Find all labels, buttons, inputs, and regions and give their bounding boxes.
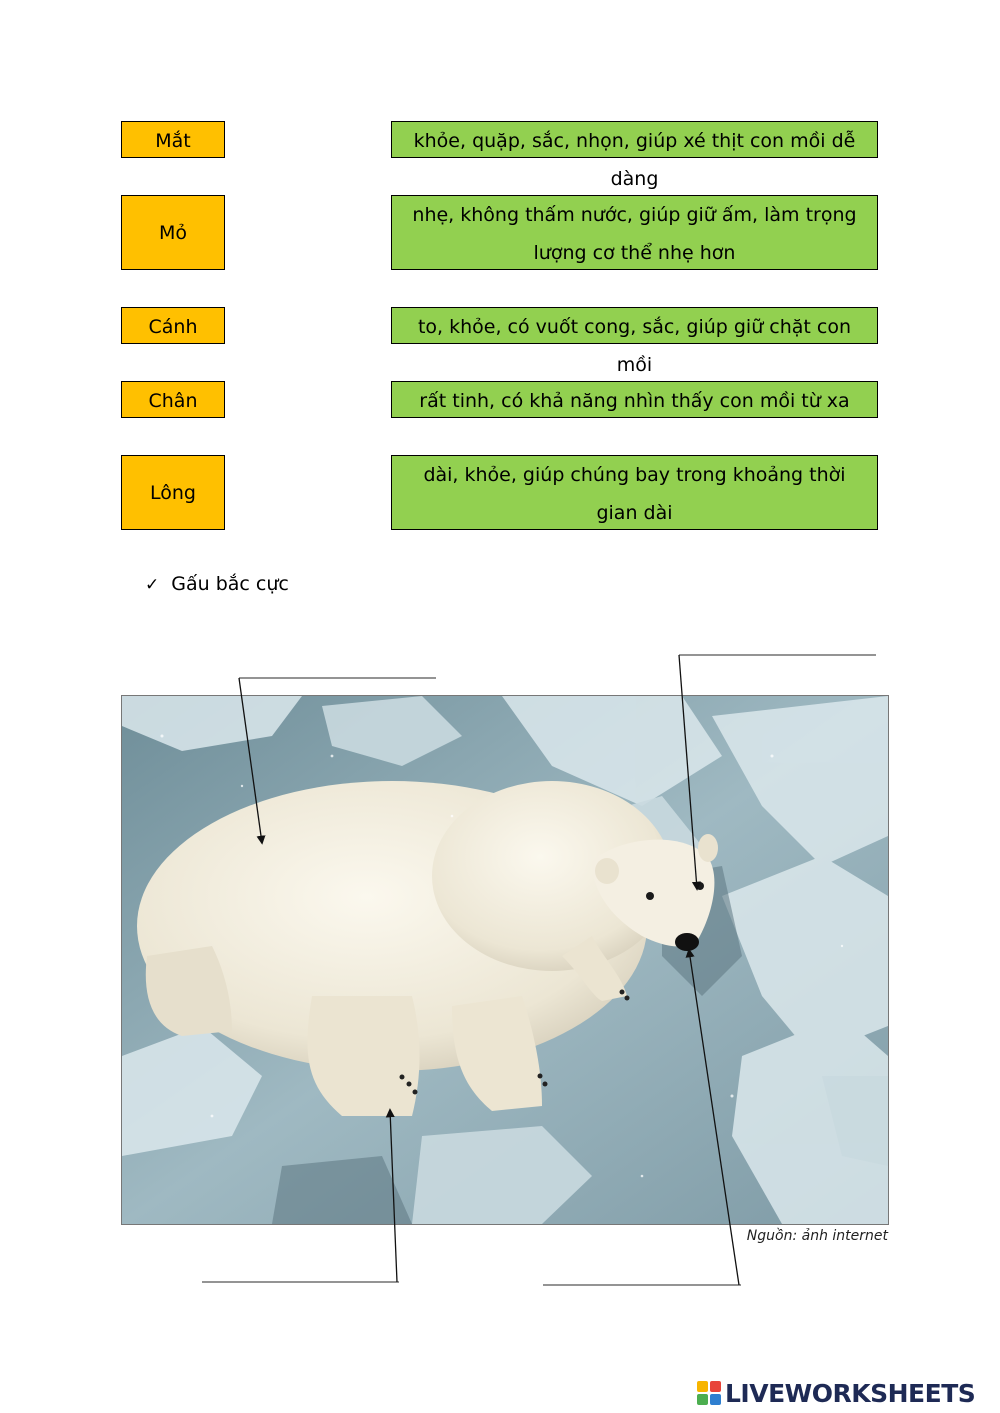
logo-text: LIVEWORKSHEETS: [725, 1378, 976, 1408]
check-mark-icon: ✓: [145, 575, 160, 595]
description-text: nhẹ, không thấm nước, giúp giữ ấm, làm trọng lượng cơ thể nhẹ hơn: [412, 204, 857, 264]
description-text: to, khỏe, có vuốt cong, sắc, giúp giữ chặt con mồi: [417, 316, 852, 376]
liveworksheets-logo: [697, 1378, 975, 1408]
logo-blocks-icon: [697, 1381, 721, 1405]
term-label: Mắt: [155, 130, 191, 152]
term-label: Chân: [148, 390, 198, 412]
description-text: khỏe, quặp, sắc, nhọn, giúp xé thịt con mồi dễ dàng: [413, 130, 856, 190]
term-label: Lông: [150, 481, 196, 504]
term-label: Cánh: [148, 316, 198, 338]
description-text: dài, khỏe, giúp chúng bay trong khoảng thời gian dài: [423, 464, 846, 524]
term-label: Mỏ: [158, 221, 188, 244]
image-source-caption: Nguồn: ảnh internet: [746, 1228, 888, 1244]
section-title: Gấu bắc cực: [171, 573, 289, 595]
description-text: rất tinh, có khả năng nhìn thấy con mồi từ xa: [419, 390, 850, 412]
